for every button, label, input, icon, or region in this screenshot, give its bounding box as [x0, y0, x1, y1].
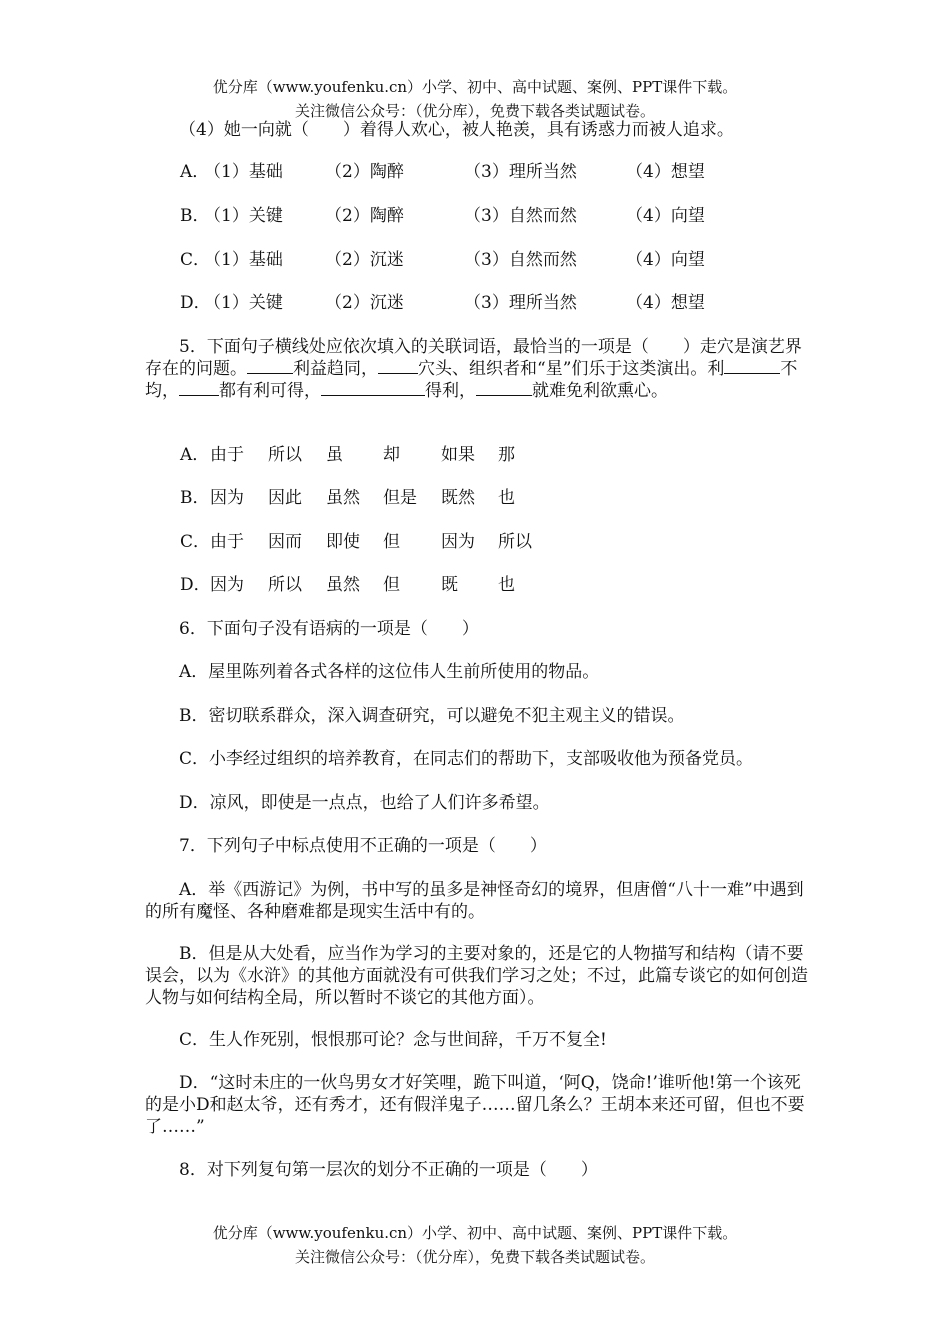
- option-part-2: （2）陶醉: [325, 206, 404, 226]
- option-part-3: （3）理所当然: [464, 293, 577, 313]
- option-word-5: 如果: [441, 445, 475, 465]
- q5-text-4: 不均，: [145, 359, 798, 401]
- q5-text-7: 就难免利欲熏心。: [532, 381, 668, 401]
- option-word-3: 即使: [326, 532, 360, 552]
- option-part-1: （1）基础: [204, 162, 283, 182]
- option-part-4: （4）想望: [626, 162, 705, 182]
- option-part-3: （3）自然而然: [464, 250, 577, 270]
- footer-line-2: 关注微信公众号：（优分库），免费下载各类试题试卷。: [294, 1248, 655, 1266]
- option-word-5: 因为: [441, 532, 475, 552]
- q6-option-b: B．密切联系群众，深入调查研究，可以避免不犯主观主义的错误。: [179, 706, 685, 726]
- option-word-1: 因为: [210, 575, 244, 595]
- option-part-3: （3）自然而然: [464, 206, 577, 226]
- option-letter: C．: [180, 532, 211, 552]
- option-word-1: 由于: [210, 532, 244, 552]
- option-word-3: 虽: [326, 445, 343, 465]
- option-word-4: 但是: [383, 488, 417, 508]
- q4-stem: （4）她一向就（ ）着得人欢心，被人艳羡，具有诱惑力而被人追求。: [179, 120, 734, 140]
- q7-option-b: B．但是从大处看，应当作为学习的主要对象的，还是它的人物描写和结构（请不要误会，以为《水浒》的其他方面就没有可供我们学习之处；不过，此篇专谈它的如何创造人物与如何结构全局，所以暂时不谈它的其他方面）。: [145, 944, 808, 1008]
- option-letter: D．: [180, 575, 211, 595]
- footer-line-1: 优分库（www.youfenku.cn）小学、初中、高中试题、案例、PPT课件下载。: [212, 1224, 738, 1242]
- option-letter: C．: [180, 250, 211, 270]
- option-part-1: （1）基础: [204, 250, 283, 270]
- option-word-6: 也: [498, 575, 515, 595]
- blank: [476, 380, 532, 396]
- option-letter: B．: [180, 488, 210, 508]
- q6-stem: 6．下面句子没有语病的一项是（ ）: [179, 619, 479, 639]
- blank: [378, 358, 418, 374]
- option-word-2: 所以: [268, 445, 302, 465]
- option-word-6: 也: [498, 488, 515, 508]
- option-part-4: （4）向望: [626, 206, 705, 226]
- q5-text-1: 5．下面句子横线处应依次填入的关联词语，最恰当的一项是（ ）走穴是演艺界存在的问题。: [145, 337, 802, 379]
- option-word-2: 因此: [268, 488, 302, 508]
- option-part-1: （1）关键: [204, 206, 283, 226]
- option-word-3: 虽然: [326, 575, 360, 595]
- option-part-4: （4）向望: [626, 250, 705, 270]
- option-word-4: 但: [383, 575, 400, 595]
- option-word-3: 虽然: [326, 488, 360, 508]
- option-word-1: 因为: [210, 488, 244, 508]
- q6-option-a: A．屋里陈列着各式各样的这位伟人生前所使用的物品。: [179, 662, 600, 682]
- option-word-5: 既: [441, 575, 458, 595]
- option-word-4: 却: [383, 445, 400, 465]
- q7-option-a: A．举《西游记》为例，书中写的虽多是神怪奇幻的境界，但唐僧“八十一难”中遇到的所有魔怪、各种磨难都是现实生活中有的。: [145, 880, 804, 922]
- q8-stem: 8．对下列复句第一层次的划分不正确的一项是（ ）: [179, 1160, 598, 1180]
- option-part-2: （2）沉迷: [325, 250, 404, 270]
- header-line-1: 优分库（www.youfenku.cn）小学、初中、高中试题、案例、PPT课件下载。: [212, 78, 738, 96]
- q5-text-2: 利益趋同，: [293, 359, 378, 379]
- option-letter: D．: [180, 293, 211, 313]
- option-word-4: 但: [383, 532, 400, 552]
- option-letter: A．: [180, 445, 210, 465]
- option-letter: B．: [180, 206, 210, 226]
- q5-stem: [145, 336, 815, 402]
- blank: [179, 380, 219, 396]
- option-letter: A．: [180, 162, 210, 182]
- q5-text-3: 穴头、组织者和“星”们乐于这类演出。利: [418, 359, 725, 379]
- option-part-1: （1）关键: [204, 293, 283, 313]
- q6-option-c: C．小李经过组织的培养教育，在同志们的帮助下，支部吸收他为预备党员。: [179, 749, 754, 769]
- option-part-2: （2）陶醉: [325, 162, 404, 182]
- q5-text-5: 都有利可得，: [219, 381, 321, 401]
- q7-option-d: D．“这时未庄的一伙鸟男女才好笑哩，跪下叫道，‘阿Q，饶命!’谁听他!第一个该死的是小D和赵太爷，还有秀才，还有假洋鬼子……留几条么？王胡本来还可留，但也不要了……”: [145, 1073, 805, 1137]
- blank: [724, 358, 780, 374]
- q7-option-c: C．生人作死别，恨恨那可论？念与世间辞，千万不复全!: [179, 1030, 607, 1050]
- option-part-4: （4）想望: [626, 293, 705, 313]
- q7-stem: 7．下列句子中标点使用不正确的一项是（ ）: [179, 836, 547, 856]
- option-word-2: 所以: [268, 575, 302, 595]
- option-word-6: 那: [498, 445, 515, 465]
- q5-text-6: 得利，: [425, 381, 476, 401]
- option-word-2: 因而: [268, 532, 302, 552]
- header-line-2: 关注微信公众号：（优分库），免费下载各类试题试卷。: [294, 102, 655, 120]
- option-word-1: 由于: [210, 445, 244, 465]
- blank: [247, 358, 293, 374]
- option-word-6: 所以: [498, 532, 532, 552]
- option-part-2: （2）沉迷: [325, 293, 404, 313]
- q6-option-d: D．凉风，即使是一点点，也给了人们许多希望。: [179, 793, 550, 813]
- option-word-5: 既然: [441, 488, 475, 508]
- option-part-3: （3）理所当然: [464, 162, 577, 182]
- blank: [321, 380, 425, 396]
